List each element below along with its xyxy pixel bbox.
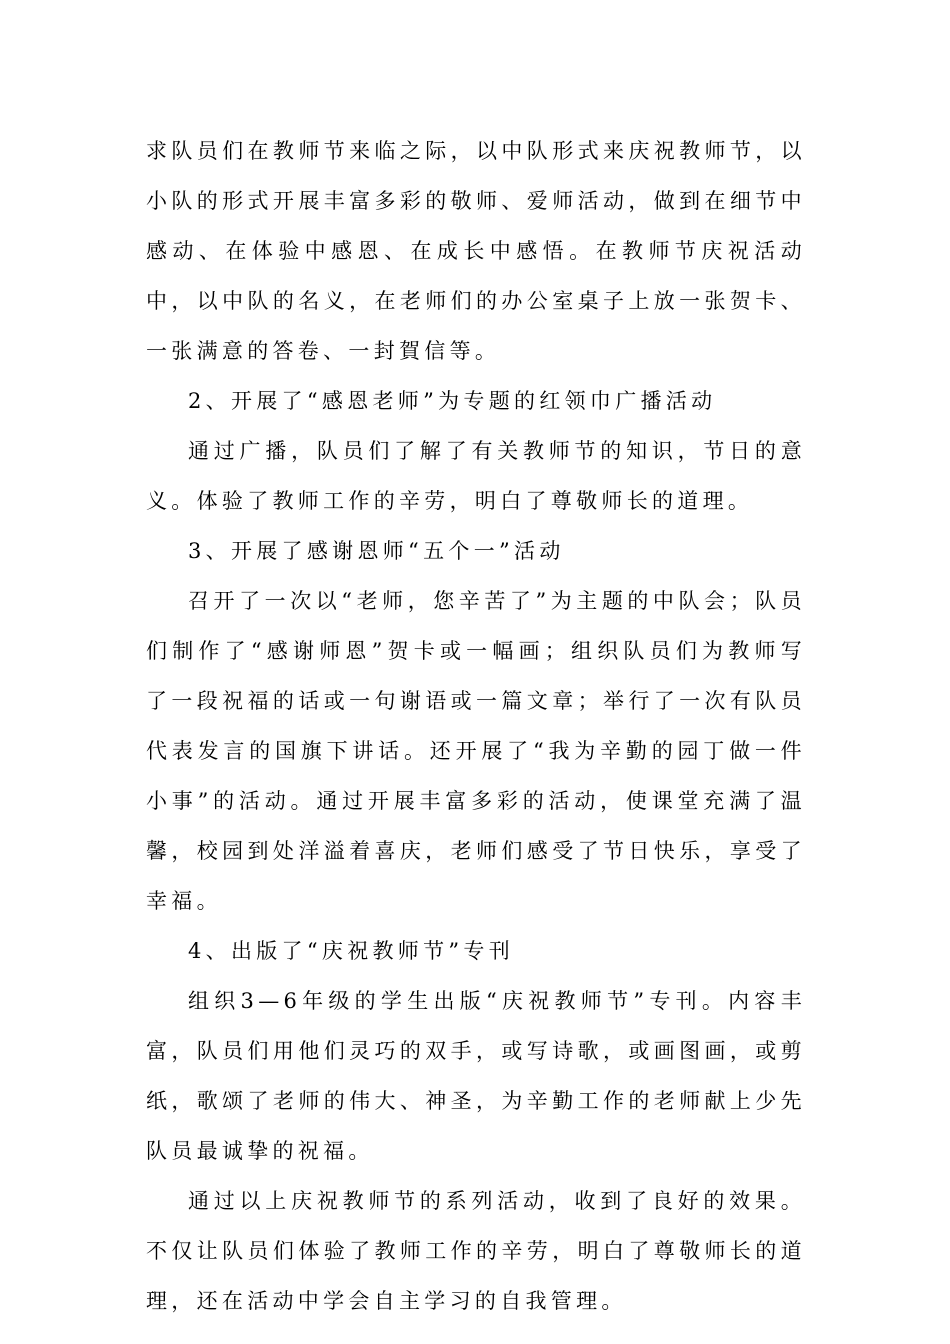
paragraph-broadcast: 通过广播，队员们了解了有关教师节的知识，节日的意义。体验了教师工作的辛劳，明白了尊敬师长的道理。	[146, 439, 806, 513]
section-heading-4: 4、出版了“庆祝教师节”专刊	[188, 939, 515, 963]
paragraph-conclusion: 通过以上庆祝教师节的系列活动，收到了良好的效果。不仅让队员们体验了教师工作的辛劳，明白了尊敬师长的道理，还在活动中学会自主学习的自我管理。	[146, 1189, 806, 1313]
section-heading-2: 2、开展了“感恩老师”为专题的红领巾广播活动	[188, 389, 717, 413]
paragraph-five-activities: 召开了一次以“老师，您辛苦了”为主题的中队会；队员们制作了“感谢师恩”贺卡或一幅画；组织队员们为教师写了一段祝福的话或一句谢语或一篇文章；举行了一次有队员代表发言的国旗下讲话。还开展了“我为辛勤的园丁做一件小事”的活动。通过开展丰富多彩的活动，使课堂充满了温馨，校园到处洋溢着喜庆，老师们感受了节日快乐，享受了幸福。	[146, 589, 806, 913]
paragraph-special-issue: 组织3—6年级的学生出版“庆祝教师节”专刊。内容丰富，队员们用他们灵巧的双手，或写诗歌，或画图画，或剪纸，歌颂了老师的伟大、神圣，为辛勤工作的老师献上少先队员最诚挚的祝福。	[146, 989, 806, 1163]
section-heading-3: 3、开展了感谢恩师“五个一”活动	[188, 539, 565, 563]
paragraph-continuation: 求队员们在教师节来临之际，以中队形式来庆祝教师节，以小队的形式开展丰富多彩的敬师、爱师活动，做到在细节中感动、在体验中感恩、在成长中感悟。在教师节庆祝活动中，以中队的名义，在老师们的办公室桌子上放一张贺卡、一张满意的答卷、一封賀信等。	[146, 139, 806, 363]
body-text	[146, 126, 806, 1326]
